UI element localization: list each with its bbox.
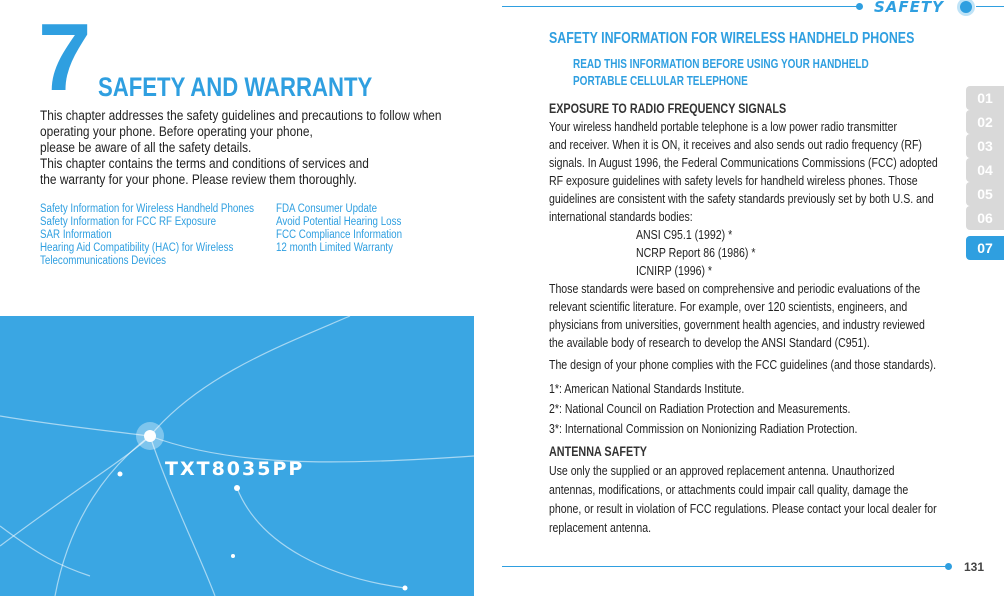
chapter-tab-06[interactable]: 06 <box>966 206 1004 230</box>
chapter-tab-03[interactable]: 03 <box>966 134 1004 158</box>
body-line: phone, or result in violation of FCC regulations. Please contact your local dealer for <box>549 501 937 516</box>
body-line: RF exposure guidelines with safety levels for handheld wireless phones. Those <box>549 173 918 188</box>
body-line: relevant scientific literature. For example, over 120 scientists, engineers, and <box>549 299 908 314</box>
chapter-number: 7 <box>38 4 88 111</box>
standard-item: ANSI C95.1 (1992) * <box>636 227 733 242</box>
chapter-tab-01[interactable]: 01 <box>966 86 1004 110</box>
body-line: Your wireless handheld portable telephone is a low power radio transmitter <box>549 119 897 134</box>
standard-item: ICNIRP (1996) * <box>636 263 713 278</box>
page-number: 131 <box>964 560 985 574</box>
header-label: SAFETY <box>874 0 944 16</box>
toc-link[interactable]: SAR Information <box>40 229 112 241</box>
body-line: Those standards were based on comprehensive and periodic evaluations of the <box>549 281 921 296</box>
body-line: The design of your phone complies with the FCC guidelines (and those standards). <box>549 357 937 372</box>
header-dot <box>856 3 863 10</box>
header-rule <box>502 6 858 7</box>
section-subtitle: PORTABLE CELLULAR TELEPHONE <box>573 74 748 88</box>
toc-link[interactable]: Safety Information for FCC RF Exposure <box>40 216 217 228</box>
chapter-tab-02[interactable]: 02 <box>966 110 1004 134</box>
chapter-tab-05[interactable]: 05 <box>966 182 1004 206</box>
toc-link[interactable]: Avoid Potential Hearing Loss <box>276 216 402 228</box>
toc-link[interactable]: FDA Consumer Update <box>276 203 378 215</box>
antenna-heading: ANTENNA SAFETY <box>549 444 648 459</box>
body-line: international standards bodies: <box>549 209 693 224</box>
header-rule-end <box>976 6 1004 7</box>
body-line: guidelines are consistent with the safety standards previously set by both U.S. and <box>549 191 934 206</box>
toc-link[interactable]: Telecommunications Devices <box>40 255 167 267</box>
chapter-tab-04[interactable]: 04 <box>966 158 1004 182</box>
toc-link[interactable]: Safety Information for Wireless Handheld Phones <box>40 203 255 215</box>
body-line: signals. In August 1996, the Federal Communications Commissions (FCC) adopted <box>549 155 938 170</box>
footnote: 3*: International Commission on Nonionizing Radiation Protection. <box>549 421 858 436</box>
decorative-lines-graphic <box>0 316 474 596</box>
section-subtitle: READ THIS INFORMATION BEFORE USING YOUR HANDHELD <box>573 57 869 71</box>
toc-link[interactable]: Hearing Aid Compatibility (HAC) for Wireless <box>40 242 234 254</box>
header-circle-icon <box>960 1 972 13</box>
toc-link[interactable]: 12 month Limited Warranty <box>276 242 393 254</box>
intro-line: the warranty for your phone. Please review them thoroughly. <box>40 172 357 187</box>
body-line: Use only the supplied or an approved replacement antenna. Unauthorized <box>549 463 895 478</box>
intro-line: This chapter addresses the safety guidelines and precautions to follow when <box>40 108 442 123</box>
body-line: replacement antenna. <box>549 520 652 535</box>
footer-dot <box>945 563 952 570</box>
body-line: physicians from universities, government health agencies, and industry reviewed <box>549 317 925 332</box>
standard-item: NCRP Report 86 (1986) * <box>636 245 756 260</box>
intro-line: operating your phone. Before operating your phone, <box>40 124 313 139</box>
intro-line: please be aware of all the safety details. <box>40 140 252 155</box>
phone-graphic-panel <box>0 316 474 596</box>
body-line: and receiver. When it is ON, it receives and also sends out radio frequency (RF) <box>549 137 922 152</box>
rf-heading: EXPOSURE TO RADIO FREQUENCY SIGNALS <box>549 101 787 116</box>
footer-rule <box>502 566 948 567</box>
model-name: TXT8035PP <box>165 458 305 480</box>
footnote: 2*: National Council on Radiation Protection and Measurements. <box>549 401 851 416</box>
section-title: SAFETY INFORMATION FOR WIRELESS HANDHELD PHONES <box>549 30 915 47</box>
body-line: the available body of research to develop the ANSI Standard (C951). <box>549 335 870 350</box>
toc-link[interactable]: FCC Compliance Information <box>276 229 403 241</box>
body-line: antennas, modifications, or attachments could impair call quality, damage the <box>549 482 909 497</box>
intro-line: This chapter contains the terms and conditions of services and <box>40 156 369 171</box>
footnote: 1*: American National Standards Institute. <box>549 381 745 396</box>
chapter-tab-07[interactable]: 07 <box>966 236 1004 260</box>
chapter-title: SAFETY AND WARRANTY <box>98 72 373 102</box>
